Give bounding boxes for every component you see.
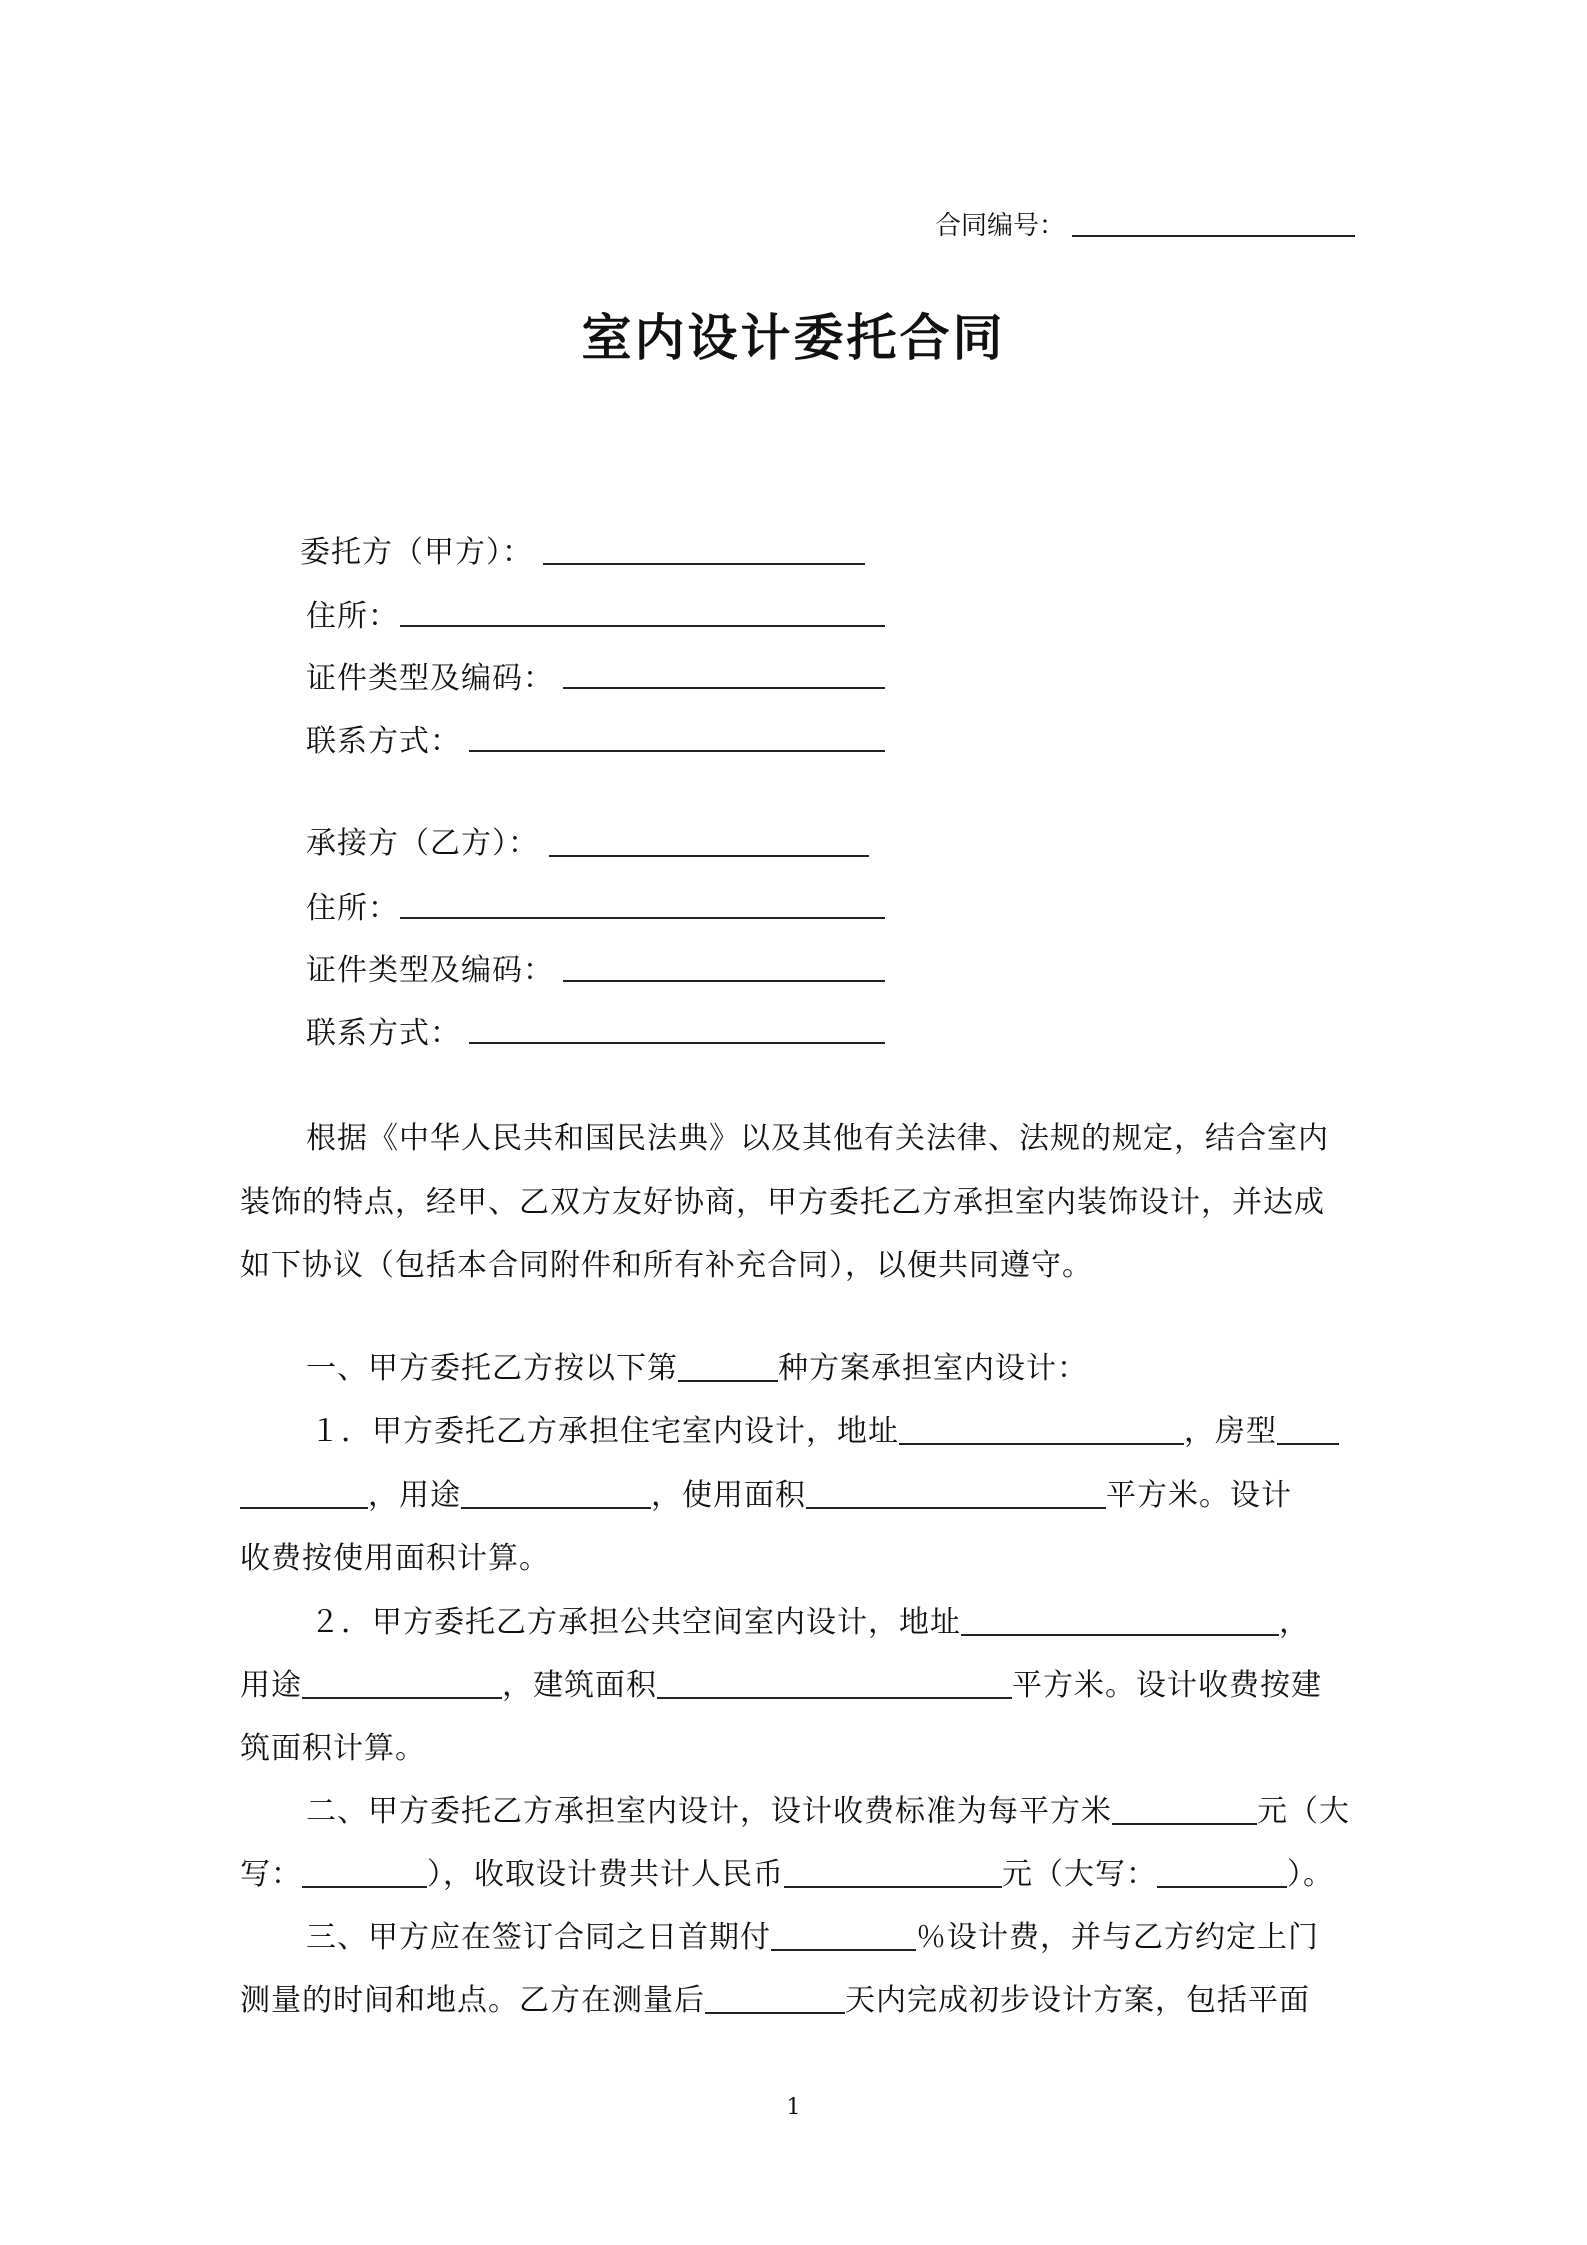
item2-text-a: ２．甲方委托乙方承担公共空间室内设计，地址 xyxy=(310,1605,961,1640)
total-fee-field[interactable] xyxy=(784,1856,1002,1888)
party-a-id-label: 证件类型及编码： xyxy=(306,661,554,696)
clause2-text-c: 写： xyxy=(240,1857,302,1892)
contract-number-label: 合同编号： xyxy=(935,211,1066,241)
clause3-line2 xyxy=(240,1975,1310,2019)
house-type-field-cont[interactable] xyxy=(240,1477,368,1509)
clause1-intro xyxy=(306,1343,1088,1387)
party-b-contact-field[interactable] xyxy=(469,1042,885,1044)
item2-text-e: 平方米。设计收费按建 xyxy=(1012,1668,1322,1703)
page-title: 室内设计委托合同 xyxy=(581,308,1006,367)
usable-area-field[interactable] xyxy=(806,1477,1106,1509)
party-a-contact-label: 联系方式： xyxy=(306,724,461,759)
clause3-line1 xyxy=(306,1912,1319,1956)
clause2-line2 xyxy=(240,1849,1334,1893)
fee-per-sqm-field[interactable] xyxy=(1112,1793,1257,1825)
clause2-text-d: ），收取设计费共计人民币 xyxy=(427,1857,784,1892)
clause3-text-b: ％设计费，并与乙方约定上门 xyxy=(916,1920,1319,1955)
clause1-item2-line1 xyxy=(310,1597,1310,1641)
building-area-field[interactable] xyxy=(657,1667,1012,1699)
clause3-text-d: 天内完成初步设计方案，包括平面 xyxy=(845,1983,1310,2018)
clause2-text-e: 元（大写： xyxy=(1002,1857,1157,1892)
party-a-id-field[interactable] xyxy=(563,687,885,689)
preamble-line-1: 根据《中华人民共和国民法典》以及其他有关法律、法规的规定，结合室内 xyxy=(306,1121,1329,1156)
party-b-contact-label: 联系方式： xyxy=(306,1016,461,1051)
item1-text-b: ，房型 xyxy=(1184,1414,1277,1449)
clause1-intro-text-a: 一、甲方委托乙方按以下第 xyxy=(306,1351,678,1386)
fee-per-sqm-uppercase-field[interactable] xyxy=(302,1856,427,1888)
party-b-name-label: 承接方（乙方）： xyxy=(306,826,539,861)
party-b-id-field[interactable] xyxy=(563,980,885,982)
party-a-contact-field[interactable] xyxy=(469,750,885,752)
clause2-text-f: ）。 xyxy=(1287,1857,1334,1892)
party-a-address-field[interactable] xyxy=(400,625,885,627)
clause3-text-a: 三、甲方应在签订合同之日首期付 xyxy=(306,1920,771,1955)
party-b-address-label: 住所： xyxy=(306,891,399,926)
public-space-address-field[interactable] xyxy=(961,1604,1279,1636)
item2-text-b: ， xyxy=(1279,1605,1310,1640)
party-b-name-field[interactable] xyxy=(549,855,869,857)
clause1-item1-line3: 收费按使用面积计算。 xyxy=(240,1541,550,1576)
scheme-number-field[interactable] xyxy=(678,1350,778,1382)
item2-text-c: 用途 xyxy=(240,1668,302,1703)
item1-text-d: ，使用面积 xyxy=(651,1478,806,1513)
house-type-field[interactable] xyxy=(1277,1413,1339,1445)
item1-text-a: １．甲方委托乙方承担住宅室内设计，地址 xyxy=(310,1414,899,1449)
party-a-name-field[interactable] xyxy=(543,563,865,565)
residential-use-field[interactable] xyxy=(461,1477,651,1509)
party-a-name-label: 委托方（甲方）： xyxy=(300,535,533,570)
party-b-address-field[interactable] xyxy=(400,917,885,919)
preliminary-design-days-field[interactable] xyxy=(705,1982,845,2014)
party-a-address-label: 住所： xyxy=(306,599,399,634)
residential-address-field[interactable] xyxy=(899,1413,1184,1445)
item1-text-e: 平方米。设计 xyxy=(1106,1478,1292,1513)
page-number: 1 xyxy=(786,2095,801,2120)
contract-number-field[interactable] xyxy=(1072,235,1355,237)
total-fee-uppercase-field[interactable] xyxy=(1157,1856,1287,1888)
preamble-line-3: 如下协议（包括本合同附件和所有补充合同），以便共同遵守。 xyxy=(240,1248,1093,1283)
public-space-use-field[interactable] xyxy=(302,1667,502,1699)
party-b-id-label: 证件类型及编码： xyxy=(306,953,554,988)
clause3-text-c: 测量的时间和地点。乙方在测量后 xyxy=(240,1983,705,2018)
clause1-intro-text-b: 种方案承担室内设计： xyxy=(778,1351,1088,1386)
first-payment-percent-field[interactable] xyxy=(771,1919,916,1951)
item1-text-c: ，用途 xyxy=(368,1478,461,1513)
clause1-item2-line3: 筑面积计算。 xyxy=(240,1731,426,1766)
clause1-item1-line2 xyxy=(240,1470,1292,1514)
clause1-item1-line1 xyxy=(310,1406,1339,1450)
clause1-item2-line2 xyxy=(240,1660,1322,1704)
clause2-line1 xyxy=(306,1786,1350,1830)
preamble-line-2: 装饰的特点，经甲、乙双方友好协商，甲方委托乙方承担室内装饰设计，并达成 xyxy=(240,1185,1325,1220)
item2-text-d: ，建筑面积 xyxy=(502,1668,657,1703)
clause2-text-b: 元（大 xyxy=(1257,1794,1350,1829)
clause2-text-a: 二、甲方委托乙方承担室内设计，设计收费标准为每平方米 xyxy=(306,1794,1112,1829)
